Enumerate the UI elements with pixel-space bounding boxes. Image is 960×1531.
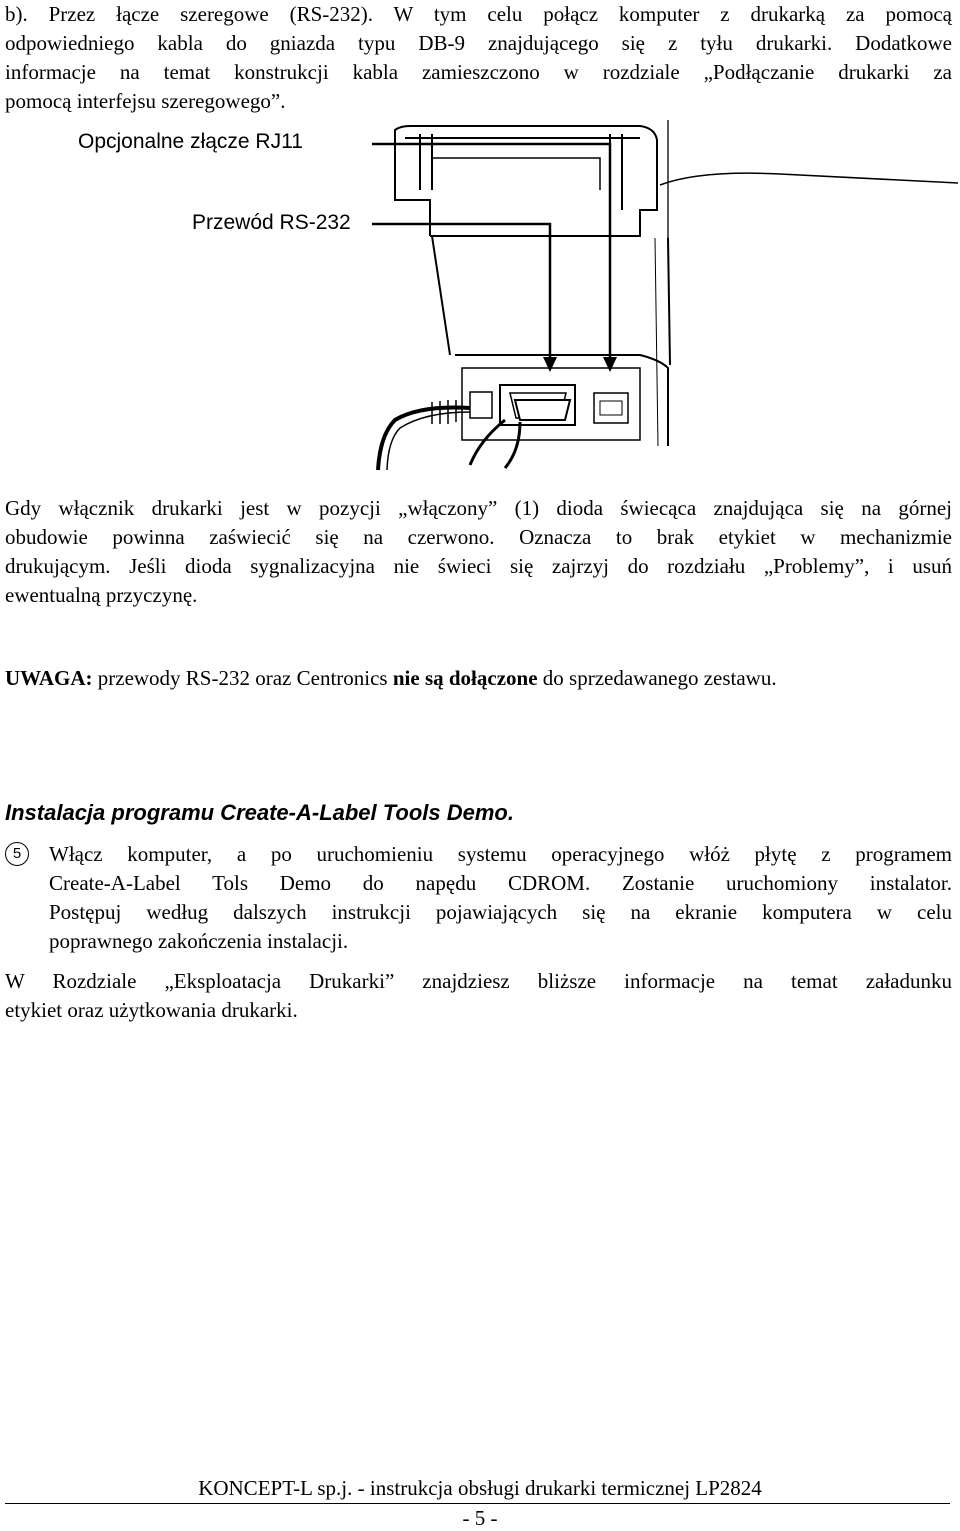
label-rs232: Przewód RS-232: [192, 211, 351, 234]
text-line: Włącz komputer, a po uruchomieniu systemu operacyjnego włóż płytę z programem: [49, 842, 952, 866]
text-line: pomocą interfejsu szeregowego”.: [5, 89, 286, 113]
label-rj11: Opcjonalne złącze RJ11: [78, 130, 303, 153]
warning-note: [5, 666, 777, 691]
footer-text: KONCEPT-L sp.j. - instrukcja obsługi drukarki termicznej LP2824: [198, 1476, 762, 1500]
text-line: Gdy włącznik drukarki jest w pozycji „włączony” (1) dioda świecąca znajdująca się na górnej: [5, 496, 952, 520]
note-emphasis: nie są dołączone: [392, 666, 538, 690]
text-line: obudowie powinna zaświecić się na czerwono. Oznacza to brak etykiet w mechanizmie: [5, 525, 952, 549]
text-line: drukującym. Jeśli dioda sygnalizacyjna nie świeci się zajrzyj do rozdziału „Problemy”, i usuń: [5, 554, 952, 578]
text-line: etykiet oraz użytkowania drukarki.: [5, 998, 298, 1022]
printer-connector-figure: [0, 110, 960, 480]
text-line: b). Przez łącze szeregowe (RS-232). W tym celu połącz komputer z drukarką za pomocą: [5, 2, 952, 26]
text-line: Postępuj według dalszych instrukcji pojawiających się na ekranie komputera w celu: [49, 900, 952, 924]
page-number: - 5 -: [462, 1506, 498, 1530]
text-line: poprawnego zakończenia instalacji.: [49, 929, 349, 953]
printer-rear-illustration: [0, 110, 960, 480]
text-line: informacje na temat konstrukcji kabla zamieszczono w rozdziale „Podłączanie drukarki za: [5, 60, 952, 84]
section-heading: Instalacja programu Create-A-Label Tools Demo.: [5, 800, 514, 825]
text-line: ewentualną przyczynę.: [5, 583, 198, 607]
text-line: odpowiedniego kabla do gniazda typu DB-9 znajdującego się z tyłu drukarki. Dodatkowe: [5, 31, 952, 55]
note-text: do sprzedawanego zestawu.: [537, 666, 777, 690]
text-line: W Rozdziale „Eksploatacja Drukarki” znajdziesz bliższe informacje na temat załadunku: [5, 969, 952, 993]
warning-label: UWAGA:: [5, 666, 93, 690]
footer-rule: [5, 1503, 950, 1504]
step-number-badge: 5: [5, 842, 29, 866]
text-line: Create-A-Label Tols Demo do napędu CDROM. Zostanie uruchomiony instalator.: [49, 871, 952, 895]
note-text: przewody RS-232 oraz Centronics: [92, 666, 393, 690]
